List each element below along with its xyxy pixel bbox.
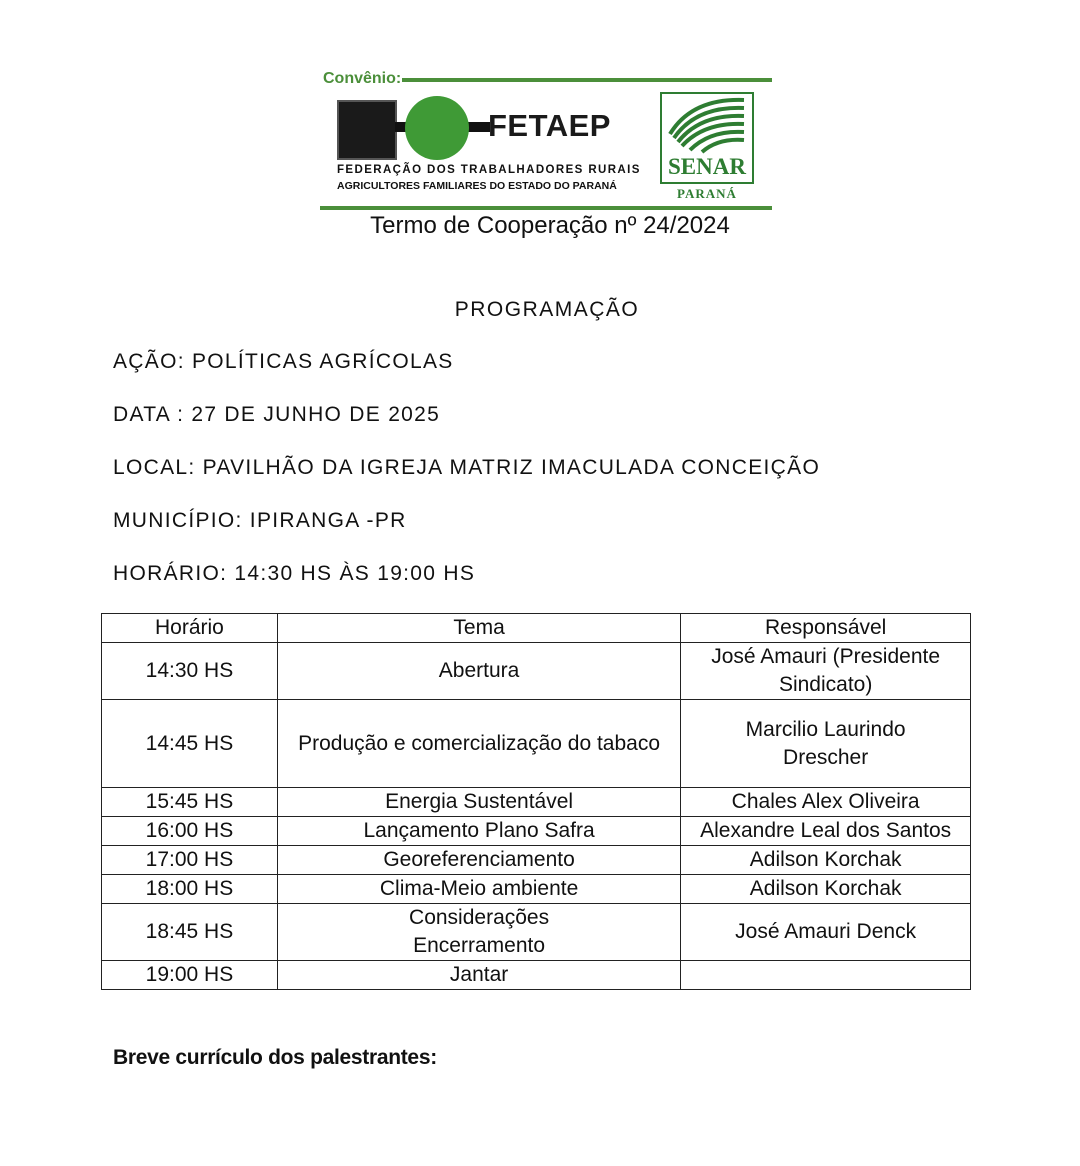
municipality-line: MUNICÍPIO: IPIRANGA -PR bbox=[113, 509, 407, 532]
row-time: 18:00 HS bbox=[102, 875, 278, 904]
fetaep-square-mark bbox=[337, 100, 397, 160]
logo-top-rule bbox=[402, 78, 772, 82]
row-responsible: Alexandre Leal dos Santos bbox=[681, 817, 971, 846]
program-heading: PROGRAMAÇÃO bbox=[454, 298, 640, 321]
convenio-label: Convênio: bbox=[323, 70, 402, 87]
row-time: 14:45 HS bbox=[102, 700, 278, 788]
speakers-cv-heading: Breve currículo dos palestrantes: bbox=[113, 1046, 437, 1069]
row-responsible: Marcilio Laurindo Drescher bbox=[681, 700, 971, 788]
federation-name-line2: AGRICULTORES FAMILIARES DO ESTADO DO PARANÁ bbox=[337, 180, 617, 192]
row-time: 19:00 HS bbox=[102, 961, 278, 990]
table-row bbox=[102, 817, 971, 846]
header-horario: Horário bbox=[102, 614, 278, 643]
cooperation-term-title: Termo de Cooperação nº 24/2024 bbox=[370, 212, 730, 239]
federation-name-line1: FEDERAÇÃO DOS TRABALHADORES RURAIS bbox=[337, 164, 641, 176]
row-theme: Produção e comercialização do tabaco bbox=[277, 700, 680, 788]
logo-bottom-rule bbox=[320, 206, 772, 210]
row-theme: Lançamento Plano Safra bbox=[277, 817, 680, 846]
row-time: 14:30 HS bbox=[102, 643, 278, 700]
row-theme: Georeferenciamento bbox=[277, 846, 680, 875]
time-range-line: HORÁRIO: 14:30 HS ÀS 19:00 HS bbox=[113, 562, 476, 585]
row-theme: Considerações Encerramento bbox=[277, 904, 680, 961]
table-row bbox=[102, 904, 971, 961]
header-logos bbox=[320, 68, 775, 212]
row-theme: Energia Sustentável bbox=[277, 788, 680, 817]
row-responsible: José Amauri (Presidente Sindicato) bbox=[681, 643, 971, 700]
date-line: DATA : 27 DE JUNHO DE 2025 bbox=[113, 403, 441, 426]
senar-state-text: PARANÁ bbox=[677, 186, 737, 201]
header-tema: Tema bbox=[277, 614, 680, 643]
table-row bbox=[102, 788, 971, 817]
table-row bbox=[102, 700, 971, 788]
senar-logo bbox=[660, 92, 754, 184]
senar-logo-text: SENAR bbox=[668, 154, 746, 179]
location-line: LOCAL: PAVILHÃO DA IGREJA MATRIZ IMACULADA CONCEIÇÃO bbox=[113, 456, 821, 479]
row-responsible: Adilson Korchak bbox=[681, 875, 971, 904]
table-header-row bbox=[102, 614, 971, 643]
row-time: 17:00 HS bbox=[102, 846, 278, 875]
table-row bbox=[102, 643, 971, 700]
row-responsible: Chales Alex Oliveira bbox=[681, 788, 971, 817]
row-time: 16:00 HS bbox=[102, 817, 278, 846]
row-time: 18:45 HS bbox=[102, 904, 278, 961]
row-theme: Clima-Meio ambiente bbox=[277, 875, 680, 904]
row-responsible: Adilson Korchak bbox=[681, 846, 971, 875]
row-responsible: José Amauri Denck bbox=[681, 904, 971, 961]
senar-leaf-icon bbox=[662, 94, 752, 156]
schedule-table bbox=[101, 613, 971, 990]
row-theme: Abertura bbox=[277, 643, 680, 700]
fetaep-circle-mark bbox=[405, 96, 469, 160]
table-row bbox=[102, 961, 971, 990]
table-row bbox=[102, 875, 971, 904]
row-time: 15:45 HS bbox=[102, 788, 278, 817]
row-theme: Jantar bbox=[277, 961, 680, 990]
action-line: AÇÃO: POLÍTICAS AGRÍCOLAS bbox=[113, 350, 454, 373]
row-responsible bbox=[681, 961, 971, 990]
table-row bbox=[102, 846, 971, 875]
header-responsavel: Responsável bbox=[681, 614, 971, 643]
fetaep-logo-text: FETAEP bbox=[488, 108, 611, 143]
